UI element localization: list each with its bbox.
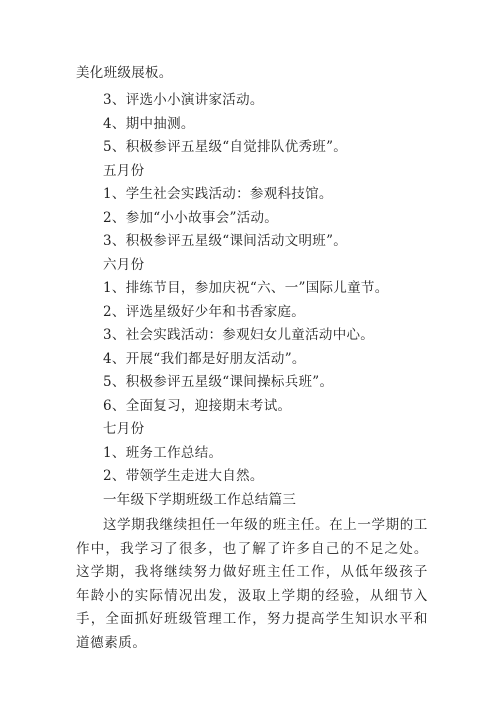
section-heading-july: 七月份 <box>103 421 145 437</box>
text-line: 1、排练节目，参加庆祝“六、一”国际儿童节。 <box>103 280 389 296</box>
text-line: 4、开展“我们都是好朋友活动”。 <box>103 351 306 367</box>
text-line: 4、期中抽测。 <box>103 116 195 132</box>
body-paragraph: 这学期我继续担任一年级的班主任。在上一学期的工作中，我学习了很多，也了解了许多自己的不足之处。这学期，我将继续努力做好班主任工作，从低年级孩子年龄小的实际情况出发，汲取上学期的经验，从细节入手，全面抓好班级管理工作，努力提高学生知识水平和道德素质。 <box>76 517 428 651</box>
text-line: 2、评选星级好少年和书香家庭。 <box>103 304 306 320</box>
text-line: 3、评选小小演讲家活动。 <box>103 92 264 108</box>
article-title: 一年级下学期班级工作总结篇三 <box>103 492 297 508</box>
text-line: 5、积极参评五星级“课间操标兵班”。 <box>103 374 334 390</box>
text-line: 3、积极参评五星级“课间活动文明班”。 <box>103 233 348 249</box>
section-heading-may: 五月份 <box>103 163 145 179</box>
text-line: 1、学生社会实践活动：参观科技馆。 <box>103 186 333 202</box>
text-line: 6、全面复习，迎接期末考试。 <box>103 398 292 414</box>
section-heading-june: 六月份 <box>103 257 145 273</box>
text-line: 5、积极参评五星级“自觉排队优秀班”。 <box>103 139 348 155</box>
text-line: 2、带领学生走进大自然。 <box>103 468 264 484</box>
text-line: 美化班级展板。 <box>76 65 173 81</box>
text-line: 2、参加“小小故事会”活动。 <box>103 210 279 226</box>
text-line: 1、班务工作总结。 <box>103 445 223 461</box>
text-line: 3、社会实践活动：参观妇女儿童活动中心。 <box>103 327 375 343</box>
